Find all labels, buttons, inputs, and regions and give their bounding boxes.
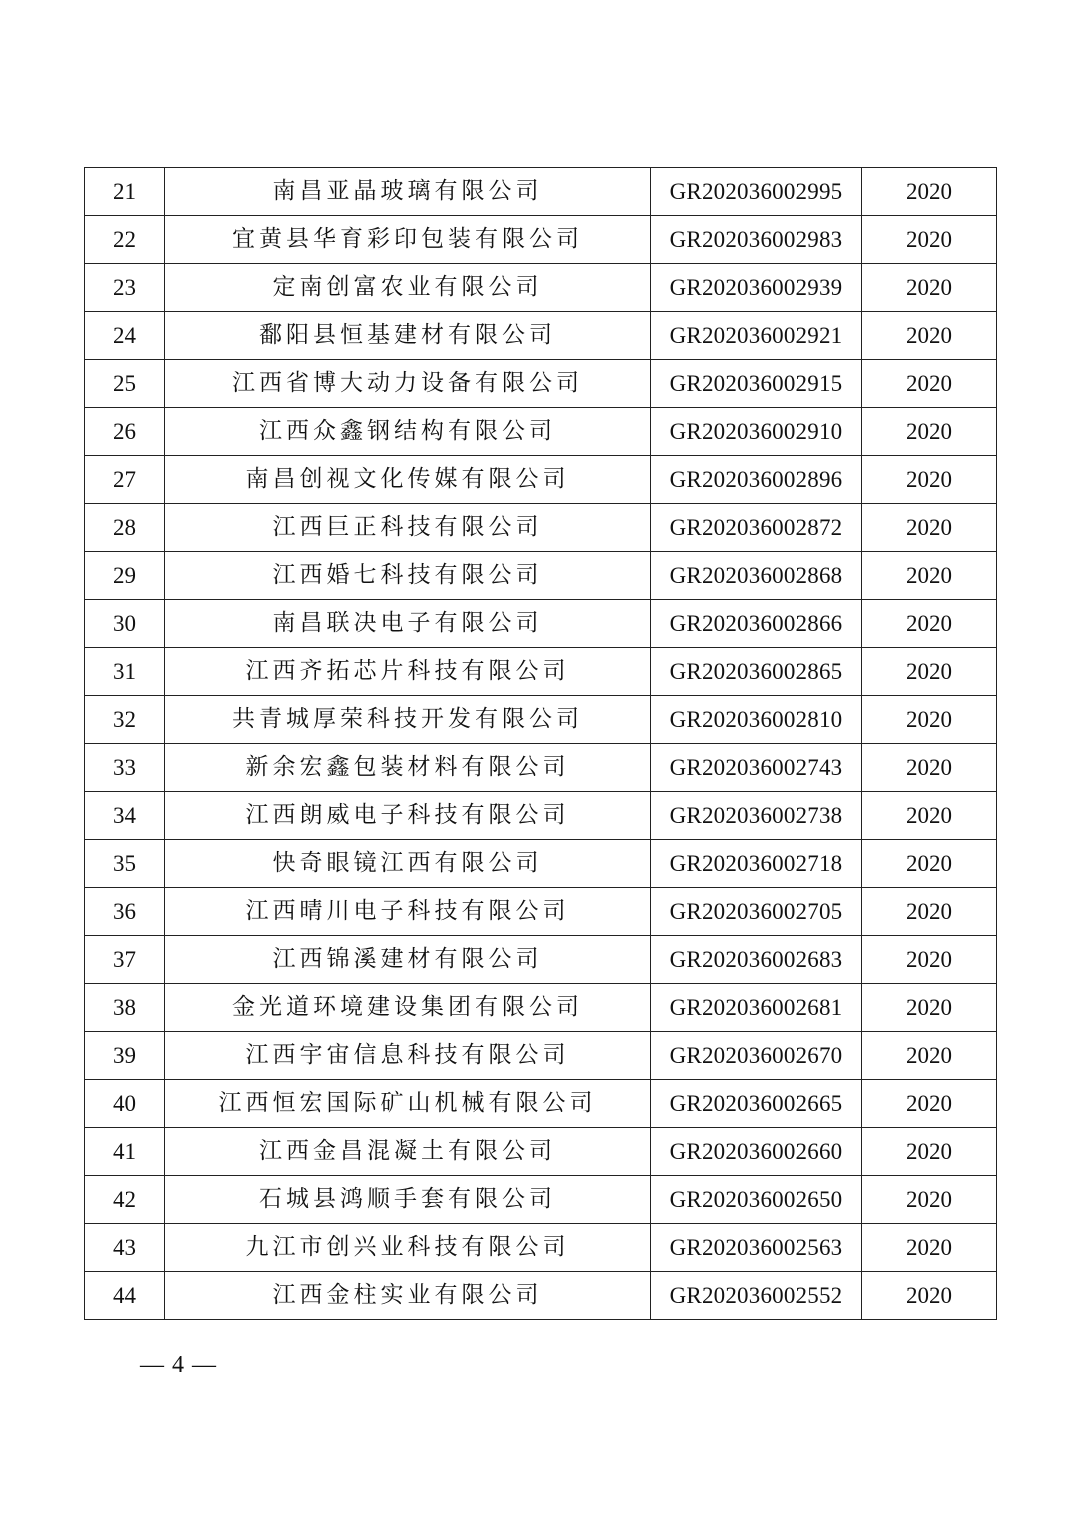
company-name: 江西锦溪建材有限公司 [165, 936, 651, 984]
row-seq: 39 [85, 1032, 165, 1080]
row-seq: 21 [85, 168, 165, 216]
certificate-number: GR202036002563 [651, 1224, 862, 1272]
table-row [85, 408, 997, 456]
issue-year: 2020 [862, 216, 997, 264]
table-row [85, 1176, 997, 1224]
table-row [85, 312, 997, 360]
table-row [85, 216, 997, 264]
certificate-number: GR202036002810 [651, 696, 862, 744]
company-name: 金光道环境建设集团有限公司 [165, 984, 651, 1032]
certificate-number: GR202036002872 [651, 504, 862, 552]
company-name: 江西宇宙信息科技有限公司 [165, 1032, 651, 1080]
row-seq: 35 [85, 840, 165, 888]
company-name: 石城县鸿顺手套有限公司 [165, 1176, 651, 1224]
company-name: 江西朗威电子科技有限公司 [165, 792, 651, 840]
certificate-number: GR202036002921 [651, 312, 862, 360]
row-seq: 38 [85, 984, 165, 1032]
certificate-number: GR202036002868 [651, 552, 862, 600]
company-name: 宜黄县华育彩印包装有限公司 [165, 216, 651, 264]
company-name: 定南创富农业有限公司 [165, 264, 651, 312]
row-seq: 26 [85, 408, 165, 456]
certificate-number: GR202036002995 [651, 168, 862, 216]
table-row [85, 648, 997, 696]
company-name: 共青城厚荣科技开发有限公司 [165, 696, 651, 744]
row-seq: 41 [85, 1128, 165, 1176]
issue-year: 2020 [862, 744, 997, 792]
table-row [85, 792, 997, 840]
company-name: 江西婚七科技有限公司 [165, 552, 651, 600]
company-table [84, 167, 997, 1320]
row-seq: 22 [85, 216, 165, 264]
issue-year: 2020 [862, 408, 997, 456]
certificate-number: GR202036002670 [651, 1032, 862, 1080]
company-name: 南昌联决电子有限公司 [165, 600, 651, 648]
row-seq: 36 [85, 888, 165, 936]
certificate-number: GR202036002896 [651, 456, 862, 504]
issue-year: 2020 [862, 792, 997, 840]
company-name: 九江市创兴业科技有限公司 [165, 1224, 651, 1272]
certificate-number: GR202036002983 [651, 216, 862, 264]
certificate-number: GR202036002683 [651, 936, 862, 984]
certificate-number: GR202036002650 [651, 1176, 862, 1224]
certificate-number: GR202036002552 [651, 1272, 862, 1320]
company-name: 新余宏鑫包装材料有限公司 [165, 744, 651, 792]
company-name: 江西金昌混凝土有限公司 [165, 1128, 651, 1176]
table-row [85, 1272, 997, 1320]
certificate-number: GR202036002910 [651, 408, 862, 456]
certificate-number: GR202036002865 [651, 648, 862, 696]
table-row [85, 168, 997, 216]
issue-year: 2020 [862, 888, 997, 936]
company-name: 江西巨正科技有限公司 [165, 504, 651, 552]
table-row [85, 936, 997, 984]
company-name: 江西齐拓芯片科技有限公司 [165, 648, 651, 696]
row-seq: 44 [85, 1272, 165, 1320]
table-row [85, 360, 997, 408]
table-row [85, 1224, 997, 1272]
row-seq: 28 [85, 504, 165, 552]
row-seq: 23 [85, 264, 165, 312]
issue-year: 2020 [862, 840, 997, 888]
certificate-number: GR202036002939 [651, 264, 862, 312]
certificate-number: GR202036002705 [651, 888, 862, 936]
certificate-number: GR202036002665 [651, 1080, 862, 1128]
table-row [85, 984, 997, 1032]
company-table-body [85, 168, 997, 1320]
issue-year: 2020 [862, 696, 997, 744]
table-row [85, 552, 997, 600]
row-seq: 31 [85, 648, 165, 696]
issue-year: 2020 [862, 1224, 997, 1272]
issue-year: 2020 [862, 600, 997, 648]
certificate-number: GR202036002866 [651, 600, 862, 648]
table-row [85, 888, 997, 936]
certificate-number: GR202036002743 [651, 744, 862, 792]
issue-year: 2020 [862, 504, 997, 552]
company-name: 江西恒宏国际矿山机械有限公司 [165, 1080, 651, 1128]
row-seq: 43 [85, 1224, 165, 1272]
company-name: 江西晴川电子科技有限公司 [165, 888, 651, 936]
issue-year: 2020 [862, 1272, 997, 1320]
issue-year: 2020 [862, 456, 997, 504]
company-name: 江西众鑫钢结构有限公司 [165, 408, 651, 456]
table-row [85, 600, 997, 648]
row-seq: 37 [85, 936, 165, 984]
issue-year: 2020 [862, 1032, 997, 1080]
issue-year: 2020 [862, 984, 997, 1032]
company-name: 快奇眼镜江西有限公司 [165, 840, 651, 888]
issue-year: 2020 [862, 1080, 997, 1128]
company-name: 江西金柱实业有限公司 [165, 1272, 651, 1320]
row-seq: 30 [85, 600, 165, 648]
certificate-number: GR202036002660 [651, 1128, 862, 1176]
row-seq: 32 [85, 696, 165, 744]
row-seq: 33 [85, 744, 165, 792]
issue-year: 2020 [862, 552, 997, 600]
certificate-number: GR202036002718 [651, 840, 862, 888]
company-name: 江西省博大动力设备有限公司 [165, 360, 651, 408]
table-row [85, 744, 997, 792]
table-row [85, 696, 997, 744]
issue-year: 2020 [862, 360, 997, 408]
row-seq: 42 [85, 1176, 165, 1224]
company-name: 鄱阳县恒基建材有限公司 [165, 312, 651, 360]
issue-year: 2020 [862, 312, 997, 360]
company-name: 南昌创视文化传媒有限公司 [165, 456, 651, 504]
row-seq: 25 [85, 360, 165, 408]
row-seq: 40 [85, 1080, 165, 1128]
issue-year: 2020 [862, 648, 997, 696]
certificate-number: GR202036002738 [651, 792, 862, 840]
row-seq: 29 [85, 552, 165, 600]
table-row [85, 504, 997, 552]
table-row [85, 1080, 997, 1128]
issue-year: 2020 [862, 1128, 997, 1176]
issue-year: 2020 [862, 1176, 997, 1224]
table-row [85, 456, 997, 504]
table-row [85, 1128, 997, 1176]
row-seq: 27 [85, 456, 165, 504]
table-row [85, 1032, 997, 1080]
page-number: — 4 — [140, 1352, 217, 1378]
row-seq: 24 [85, 312, 165, 360]
row-seq: 34 [85, 792, 165, 840]
issue-year: 2020 [862, 264, 997, 312]
issue-year: 2020 [862, 936, 997, 984]
certificate-number: GR202036002915 [651, 360, 862, 408]
table-row [85, 840, 997, 888]
certificate-number: GR202036002681 [651, 984, 862, 1032]
table-row [85, 264, 997, 312]
issue-year: 2020 [862, 168, 997, 216]
company-name: 南昌亚晶玻璃有限公司 [165, 168, 651, 216]
